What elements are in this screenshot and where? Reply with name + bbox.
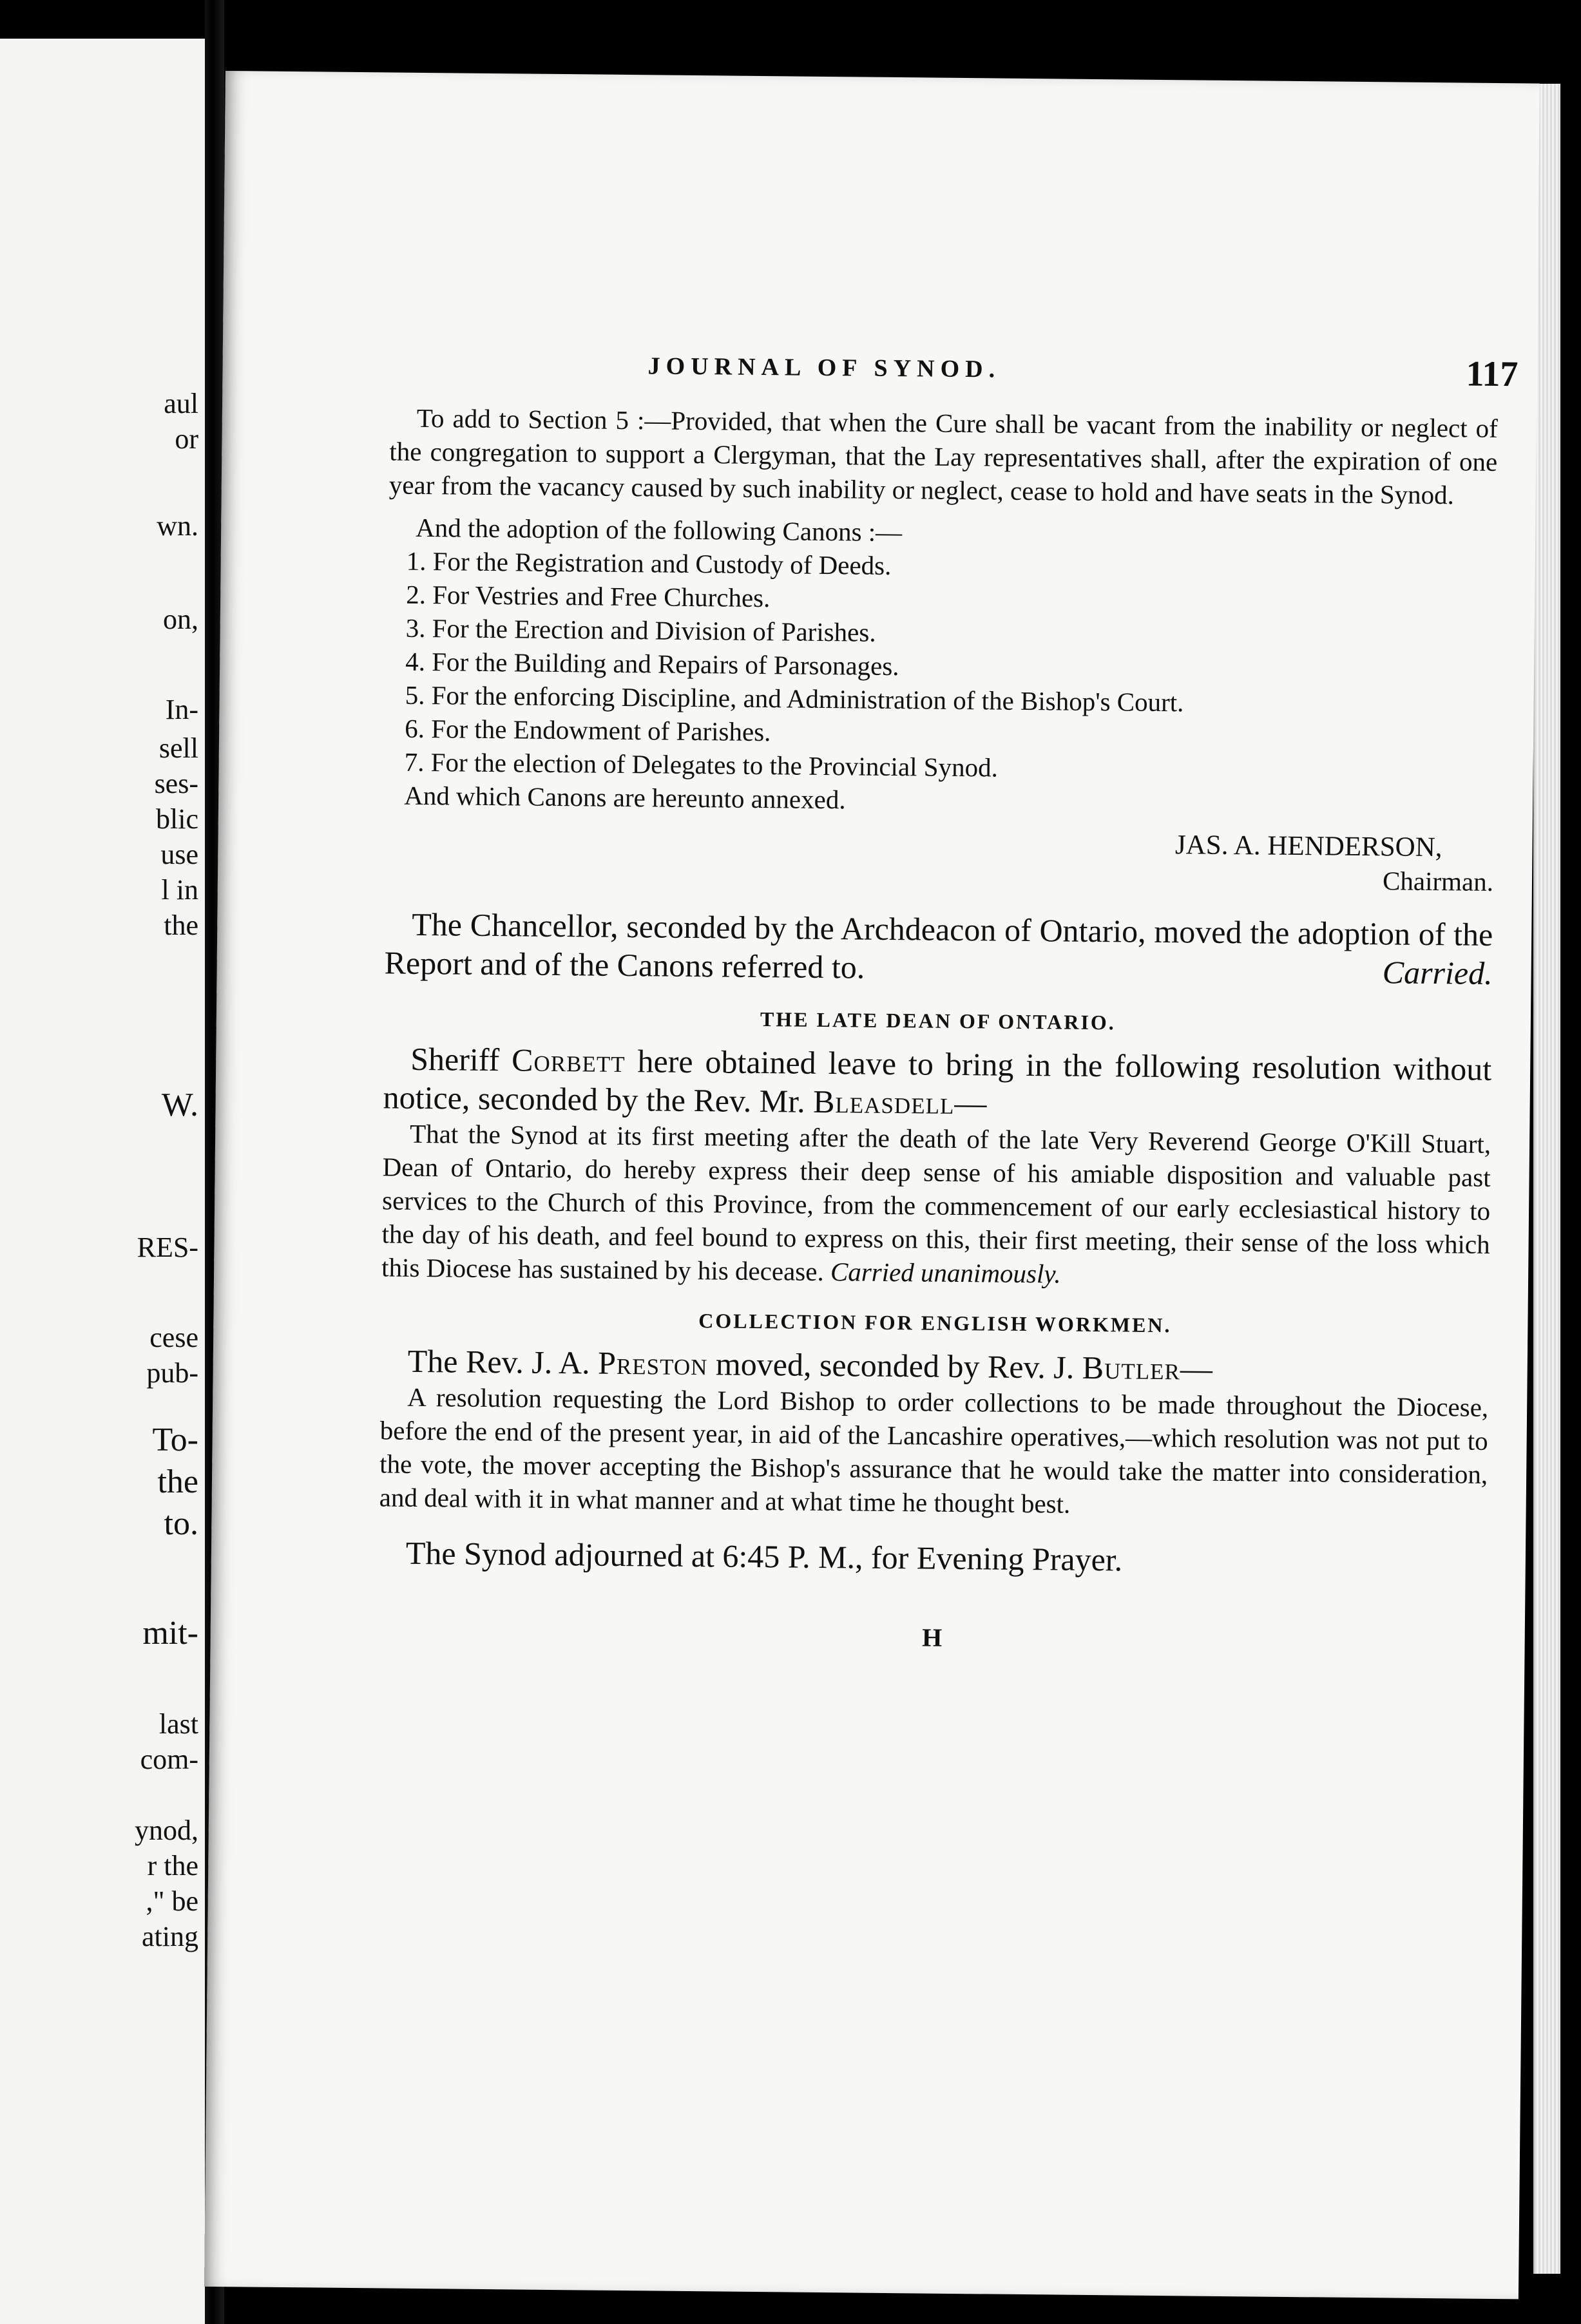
canon-item: 3. For the Erection and Division of Parishes.: [405, 613, 876, 647]
left-fragment: sell: [158, 732, 198, 764]
left-fragment: W.: [161, 1087, 198, 1123]
intro-text: moved, seconded by Rev. J.: [715, 1346, 1075, 1386]
left-fragment: use: [160, 839, 198, 870]
left-fragment: aul: [164, 388, 198, 419]
left-fragment: l in: [161, 874, 198, 906]
left-fragment: the: [157, 1463, 198, 1500]
carried-note: Carried.: [1382, 954, 1493, 991]
canon-item: 4. For the Building and Repairs of Parsonages.: [405, 646, 899, 681]
intro-text: Sheriff: [410, 1040, 500, 1078]
intro-dash: —: [954, 1084, 987, 1121]
left-fragment: mit-: [142, 1615, 198, 1652]
resolution-text: That the Synod at its first meeting after the death of the late Very Reverend George O'Kill Stuart, Dean of Ontario, do hereby express their deep sense of his amiable disposition and valuable past services to the Church of this Province, from the commencement of our early ecclesiastical history to the day of his death, and feel bound to express on this, their first meeting, their sense of the loss which this Diocese has sustained by his decease.: [381, 1118, 1491, 1286]
main-page: [204, 71, 1540, 2299]
adjournment: The Synod adjourned at 6:45 P. M., for Evening Prayer.: [405, 1534, 1123, 1578]
collection-heading: COLLECTION FOR ENGLISH WORKMEN.: [698, 1309, 1172, 1337]
left-fragment: r the: [147, 1850, 198, 1881]
chancellor-motion-text: The Chancellor, seconded by the Archdeacon of Ontario, moved the adoption of the Report and of the Canons referred to.: [384, 906, 1493, 986]
signature-mark: H: [921, 1623, 943, 1652]
left-fragment: In-: [165, 694, 198, 725]
left-fragment: RES-: [137, 1232, 198, 1263]
signature-role: Chairman.: [1382, 866, 1494, 897]
left-fragment: ," be: [146, 1885, 198, 1917]
left-fragment: or: [175, 423, 198, 455]
left-fragment: wn.: [157, 510, 198, 542]
left-fragment: blic: [156, 803, 198, 835]
signature-name: JAS. A. HENDERSON,: [1174, 830, 1442, 863]
canon-item: 7. For the election of Delegates to the Provincial Synod.: [404, 747, 999, 783]
left-facing-page: [0, 39, 205, 2324]
left-fragment: com-: [140, 1744, 198, 1775]
canon-item: 1. For the Registration and Custody of Deeds.: [406, 546, 892, 580]
intro-text: here obtained leave to bring in the following resolution without notice, seconded by the Rev. Mr.: [383, 1043, 1492, 1119]
collection-resolution: A resolution requesting the Lord Bishop to order collections to be made throughout the Diocese, before the end of the present year, in aid of the Lancashire operatives,—which resolution was not put to the vote, the mover accepting the Bishop's assurance that he would take the matter into consideration, and deal with it in what manner and at what time he thought best.: [379, 1382, 1489, 1519]
section-5-amendment: To add to Section 5 :—Provided, that when the Cure shall be vacant from the inability or neglect of the congregation to support a Clergyman, that the Lay representatives shall, after the expiration of one year from the vacancy caused by such inability or neglect, cease to hold and have seats in the Synod.: [388, 403, 1498, 510]
left-fragment: to.: [164, 1505, 198, 1542]
seconder-name: Butler: [1082, 1349, 1181, 1387]
canon-item: 6. For the Endowment of Parishes.: [404, 713, 771, 747]
page-content: [378, 401, 1498, 1657]
left-fragment: the: [164, 910, 198, 941]
left-fragment: ynod,: [135, 1814, 198, 1846]
canon-item: 5. For the enforcing Discipline, and Administration of the Bishop's Court.: [405, 680, 1184, 718]
mover-name: Preston: [597, 1344, 708, 1382]
chancellor-motion: [384, 904, 1493, 993]
late-dean-resolution: [381, 1116, 1491, 1294]
late-dean-heading: THE LATE DEAN OF ONTARIO.: [760, 1007, 1116, 1034]
canons-annexed: And which Canons are hereunto annexed.: [403, 780, 846, 815]
canons-intro: And the adoption of the following Canons :—: [415, 512, 903, 548]
intro-dash: —: [1180, 1350, 1213, 1387]
page-edge: [1533, 84, 1560, 2274]
left-fragment: on,: [163, 604, 198, 635]
left-fragment: pub-: [146, 1357, 198, 1389]
running-head: JOURNAL OF SYNOD.: [647, 352, 1001, 383]
left-fragment: To-: [152, 1422, 198, 1458]
left-fragment: cese: [149, 1322, 198, 1353]
left-fragment: ses-: [154, 768, 198, 799]
carried-unanimously: Carried unanimously.: [830, 1257, 1061, 1289]
left-fragment: last: [158, 1708, 198, 1740]
late-dean-intro: [383, 1039, 1491, 1127]
page-number: 117: [1466, 354, 1519, 395]
intro-text: The Rev. J. A.: [407, 1342, 590, 1381]
left-fragment: ating: [142, 1921, 198, 1952]
seconder-name: Bleasdell: [812, 1083, 955, 1121]
sheriff-name: Corbett: [511, 1042, 626, 1080]
canon-item: 2. For Vestries and Free Churches.: [405, 579, 771, 613]
